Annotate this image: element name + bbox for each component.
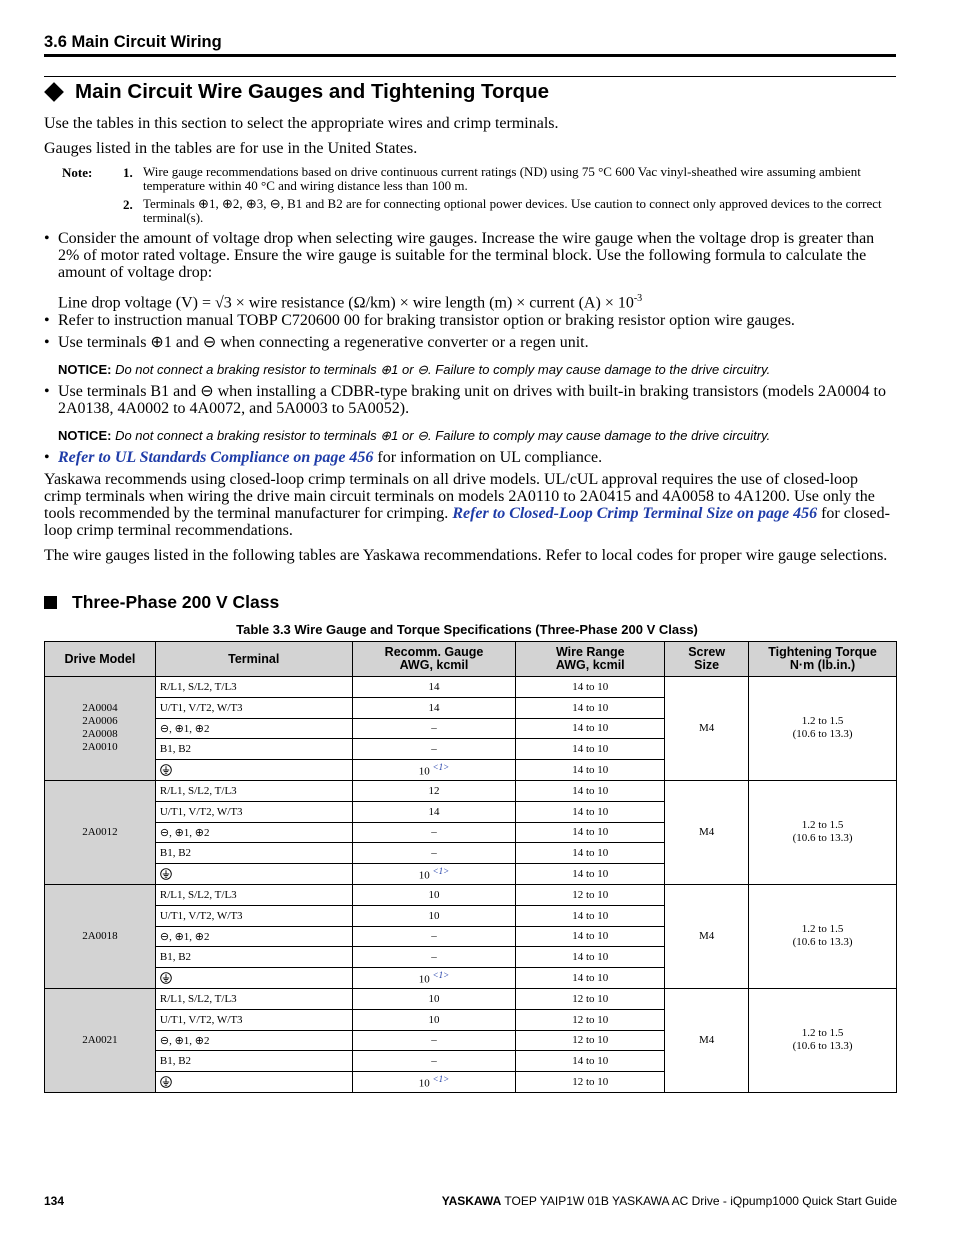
wire-range-cell: 12 to 10 xyxy=(516,884,665,905)
note-text-1: Wire gauge recommendations based on drive continuous current ratings (ND) using 75 °C 600 Vac vinyl-sheathed wire assuming ambient temperature within 40 °C and wiring distance less than 100 m. xyxy=(143,164,861,193)
terminal-cell: U/T1, V/T2, W/T3 xyxy=(155,905,352,926)
header-title: 3.6 Main Circuit Wiring xyxy=(44,33,222,51)
footer-text: YASKAWA TOEP YAIP1W 01B YASKAWA AC Drive - iQpump1000 Quick Start Guide xyxy=(441,1194,897,1208)
wire-range-cell: 14 to 10 xyxy=(516,780,665,801)
header-rule xyxy=(44,54,896,57)
wire-range-cell: 14 to 10 xyxy=(516,926,665,947)
section-heading xyxy=(44,80,549,104)
ul-compliance-link[interactable]: Refer to UL Standards Compliance on page 456 xyxy=(58,449,374,466)
ground-icon xyxy=(160,972,172,984)
table-row xyxy=(45,780,897,801)
terminal-cell xyxy=(155,864,352,885)
ground-icon xyxy=(160,764,172,776)
page-number: 134 xyxy=(44,1194,65,1208)
gauge-cell: 10 xyxy=(352,884,516,905)
note-text-2: Terminals ⊕1, ⊕2, ⊕3, ⊖, B1 and B2 are for connecting optional power devices. Use caution to connect only approved devices to the correct terminal(s). xyxy=(143,196,882,225)
wire-range-cell: 14 to 10 xyxy=(516,718,665,739)
terminal-cell: R/L1, S/L2, T/L3 xyxy=(155,988,352,1009)
wire-range-cell: 14 to 10 xyxy=(516,1051,665,1072)
subsection-heading xyxy=(44,592,279,613)
screw-size-cell: M4 xyxy=(665,884,749,988)
notice-1: NOTICE: Do not connect a braking resistor to terminals ⊕1 or ⊖. Failure to comply may cause damage to the drive circuitry. xyxy=(58,362,771,377)
gauge-cell: – xyxy=(352,947,516,968)
note-label: Note: xyxy=(62,165,93,180)
gauge-cell: – xyxy=(352,739,516,760)
drive-model-cell: 2A0004 2A0006 2A0008 2A0010 xyxy=(45,677,156,781)
header-drive-model: Drive Model xyxy=(45,642,156,677)
bullet-regen: • Use terminals ⊕1 and ⊖ when connecting a regenerative converter or a regen unit. xyxy=(44,334,589,351)
square-bullet-icon xyxy=(44,596,57,609)
wire-range-cell: 14 to 10 xyxy=(516,968,665,989)
table-row xyxy=(45,677,897,698)
header-terminal: Terminal xyxy=(155,642,352,677)
bullet-voltage-drop: • Consider the amount of voltage drop when selecting wire gauges. Increase the wire gauge when the voltage drop is greater than 2% of motor rated voltage. Ensure the wire gauge is suitable for the terminal block. Use the following formula to calculate the amount of voltage drop: xyxy=(44,230,875,281)
torque-cell: 1.2 to 1.5 (10.6 to 13.3) xyxy=(749,884,897,988)
header-tightening-torque: Tightening Torque N·m (lb.in.) xyxy=(749,642,897,677)
terminal-cell: R/L1, S/L2, T/L3 xyxy=(155,884,352,905)
bullet-braking-option: • Refer to instruction manual TOBP C720600 00 for braking transistor option or braking resistor option wire gauges. xyxy=(44,312,795,329)
table-row xyxy=(45,884,897,905)
torque-cell: 1.2 to 1.5 (10.6 to 13.3) xyxy=(749,988,897,1092)
screw-size-cell: M4 xyxy=(665,677,749,781)
spec-table xyxy=(44,641,897,1093)
wire-range-cell: 12 to 10 xyxy=(516,1009,665,1030)
drive-model-cell: 2A0018 xyxy=(45,884,156,988)
notice-2: NOTICE: Do not connect a braking resistor to terminals ⊕1 or ⊖. Failure to comply may cause damage to the drive circuitry. xyxy=(58,428,771,443)
terminal-cell xyxy=(155,1072,352,1093)
gauge-cell: 10 $^{<1>}$ xyxy=(352,864,516,885)
terminal-cell xyxy=(155,760,352,781)
header-screw-size: Screw Size xyxy=(665,642,749,677)
header-recomm-gauge: Recomm. Gauge AWG, kcmil xyxy=(352,642,516,677)
footnote-ref[interactable]: <1> xyxy=(432,1074,450,1085)
ground-icon xyxy=(160,868,172,880)
gauge-paragraph: The wire gauges listed in the following tables are Yaskawa recommendations. Refer to local codes for proper wire gauge selections. xyxy=(44,547,888,564)
terminal-cell: B1, B2 xyxy=(155,947,352,968)
drive-model-cell: 2A0021 xyxy=(45,988,156,1092)
gauge-cell: 10 $^{<1>}$ xyxy=(352,968,516,989)
table-header-row xyxy=(45,642,897,677)
wire-range-cell: 14 to 10 xyxy=(516,947,665,968)
terminal-cell: ⊖, ⊕1, ⊕2 xyxy=(155,718,352,739)
terminal-cell: R/L1, S/L2, T/L3 xyxy=(155,780,352,801)
terminal-cell: U/T1, V/T2, W/T3 xyxy=(155,801,352,822)
bullet-ul: • Refer to UL Standards Compliance on page 456 for information on UL compliance. xyxy=(44,449,603,466)
terminal-cell: U/T1, V/T2, W/T3 xyxy=(155,1009,352,1030)
gauge-cell: 10 xyxy=(352,1009,516,1030)
gauge-cell: 14 xyxy=(352,697,516,718)
gauge-cell: – xyxy=(352,718,516,739)
footnote-ref[interactable]: <1> xyxy=(432,970,450,981)
wire-range-cell: 14 to 10 xyxy=(516,677,665,698)
gauge-cell: 10 $^{<1>}$ xyxy=(352,760,516,781)
wire-range-cell: 14 to 10 xyxy=(516,739,665,760)
drive-model-cell: 2A0012 xyxy=(45,780,156,884)
intro-paragraph-1: Use the tables in this section to select the appropriate wires and crimp terminals. xyxy=(44,115,559,132)
wire-range-cell: 14 to 10 xyxy=(516,822,665,843)
gauge-cell: 12 xyxy=(352,780,516,801)
table-row xyxy=(45,988,897,1009)
intro-paragraph-2: Gauges listed in the tables are for use in the United States. xyxy=(44,140,418,157)
voltage-drop-formula: Line drop voltage (V) = √3 × wire resistance (Ω/km) × wire length (m) × current $(A) \times 10^{-3}$ xyxy=(58,293,643,312)
wire-range-cell: 14 to 10 xyxy=(516,843,665,864)
gauge-cell: 10 xyxy=(352,988,516,1009)
terminal-cell: B1, B2 xyxy=(155,843,352,864)
wire-range-cell: 12 to 10 xyxy=(516,988,665,1009)
gauge-cell: – xyxy=(352,822,516,843)
terminal-cell: R/L1, S/L2, T/L3 xyxy=(155,677,352,698)
terminal-cell: ⊖, ⊕1, ⊕2 xyxy=(155,1030,352,1051)
note-number-1: 1. xyxy=(123,165,133,180)
subsection-title: Three-Phase 200 V Class xyxy=(72,592,280,612)
bullet-cdbr: • Use terminals B1 and ⊖ when installing a CDBR-type braking unit on drives with built-in braking transistors (models 2A0004 to 2A0138, 4A0002 to 4A0072, and 5A0003 to 5A0052). xyxy=(44,383,886,417)
wire-range-cell: 14 to 10 xyxy=(516,760,665,781)
section-rule xyxy=(44,76,896,77)
wire-range-cell: 12 to 10 xyxy=(516,1030,665,1051)
crimp-paragraph: Yaskawa recommends using closed-loop crimp terminals on all drive models. UL/cUL approval requires the use of closed-loop crimp terminals when wiring the drive main circuit terminals on models 2A0110 to 2A0415 and 4A0058 to 4A1200. Use only the tools recommended by the terminal manufacturer for crimping. Refer to Closed-Loop Crimp Terminal Size on page 456 for closed-loop crimp terminal recommendations. xyxy=(44,471,890,539)
screw-size-cell: M4 xyxy=(665,780,749,884)
gauge-cell: – xyxy=(352,926,516,947)
diamond-icon xyxy=(44,82,64,102)
gauge-cell: 14 xyxy=(352,677,516,698)
torque-cell: 1.2 to 1.5 (10.6 to 13.3) xyxy=(749,677,897,781)
crimp-terminal-link[interactable]: Refer to Closed-Loop Crimp Terminal Size on page 456 xyxy=(452,505,818,522)
footnote-ref[interactable]: <1> xyxy=(432,762,450,773)
wire-range-cell: 14 to 10 xyxy=(516,905,665,926)
gauge-cell: – xyxy=(352,1030,516,1051)
terminal-cell xyxy=(155,968,352,989)
screw-size-cell: M4 xyxy=(665,988,749,1092)
footnote-ref[interactable]: <1> xyxy=(432,866,450,877)
ground-icon xyxy=(160,1076,172,1088)
wire-range-cell: 14 to 10 xyxy=(516,697,665,718)
section-title: Main Circuit Wire Gauges and Tightening Torque xyxy=(75,80,550,103)
gauge-cell: 14 xyxy=(352,801,516,822)
terminal-cell: ⊖, ⊕1, ⊕2 xyxy=(155,926,352,947)
table-caption: Table 3.3 Wire Gauge and Torque Specifications (Three-Phase 200 V Class) xyxy=(236,622,698,637)
gauge-cell: – xyxy=(352,843,516,864)
gauge-cell: – xyxy=(352,1051,516,1072)
header-wire-range: Wire Range AWG, kcmil xyxy=(516,642,665,677)
note-number-2: 2. xyxy=(123,197,133,212)
gauge-cell: 10 xyxy=(352,905,516,926)
wire-range-cell: 14 to 10 xyxy=(516,801,665,822)
terminal-cell: U/T1, V/T2, W/T3 xyxy=(155,697,352,718)
terminal-cell: ⊖, ⊕1, ⊕2 xyxy=(155,822,352,843)
terminal-cell: B1, B2 xyxy=(155,739,352,760)
wire-range-cell: 12 to 10 xyxy=(516,1072,665,1093)
torque-cell: 1.2 to 1.5 (10.6 to 13.3) xyxy=(749,780,897,884)
wire-range-cell: 14 to 10 xyxy=(516,864,665,885)
gauge-cell: 10 $^{<1>}$ xyxy=(352,1072,516,1093)
terminal-cell: B1, B2 xyxy=(155,1051,352,1072)
